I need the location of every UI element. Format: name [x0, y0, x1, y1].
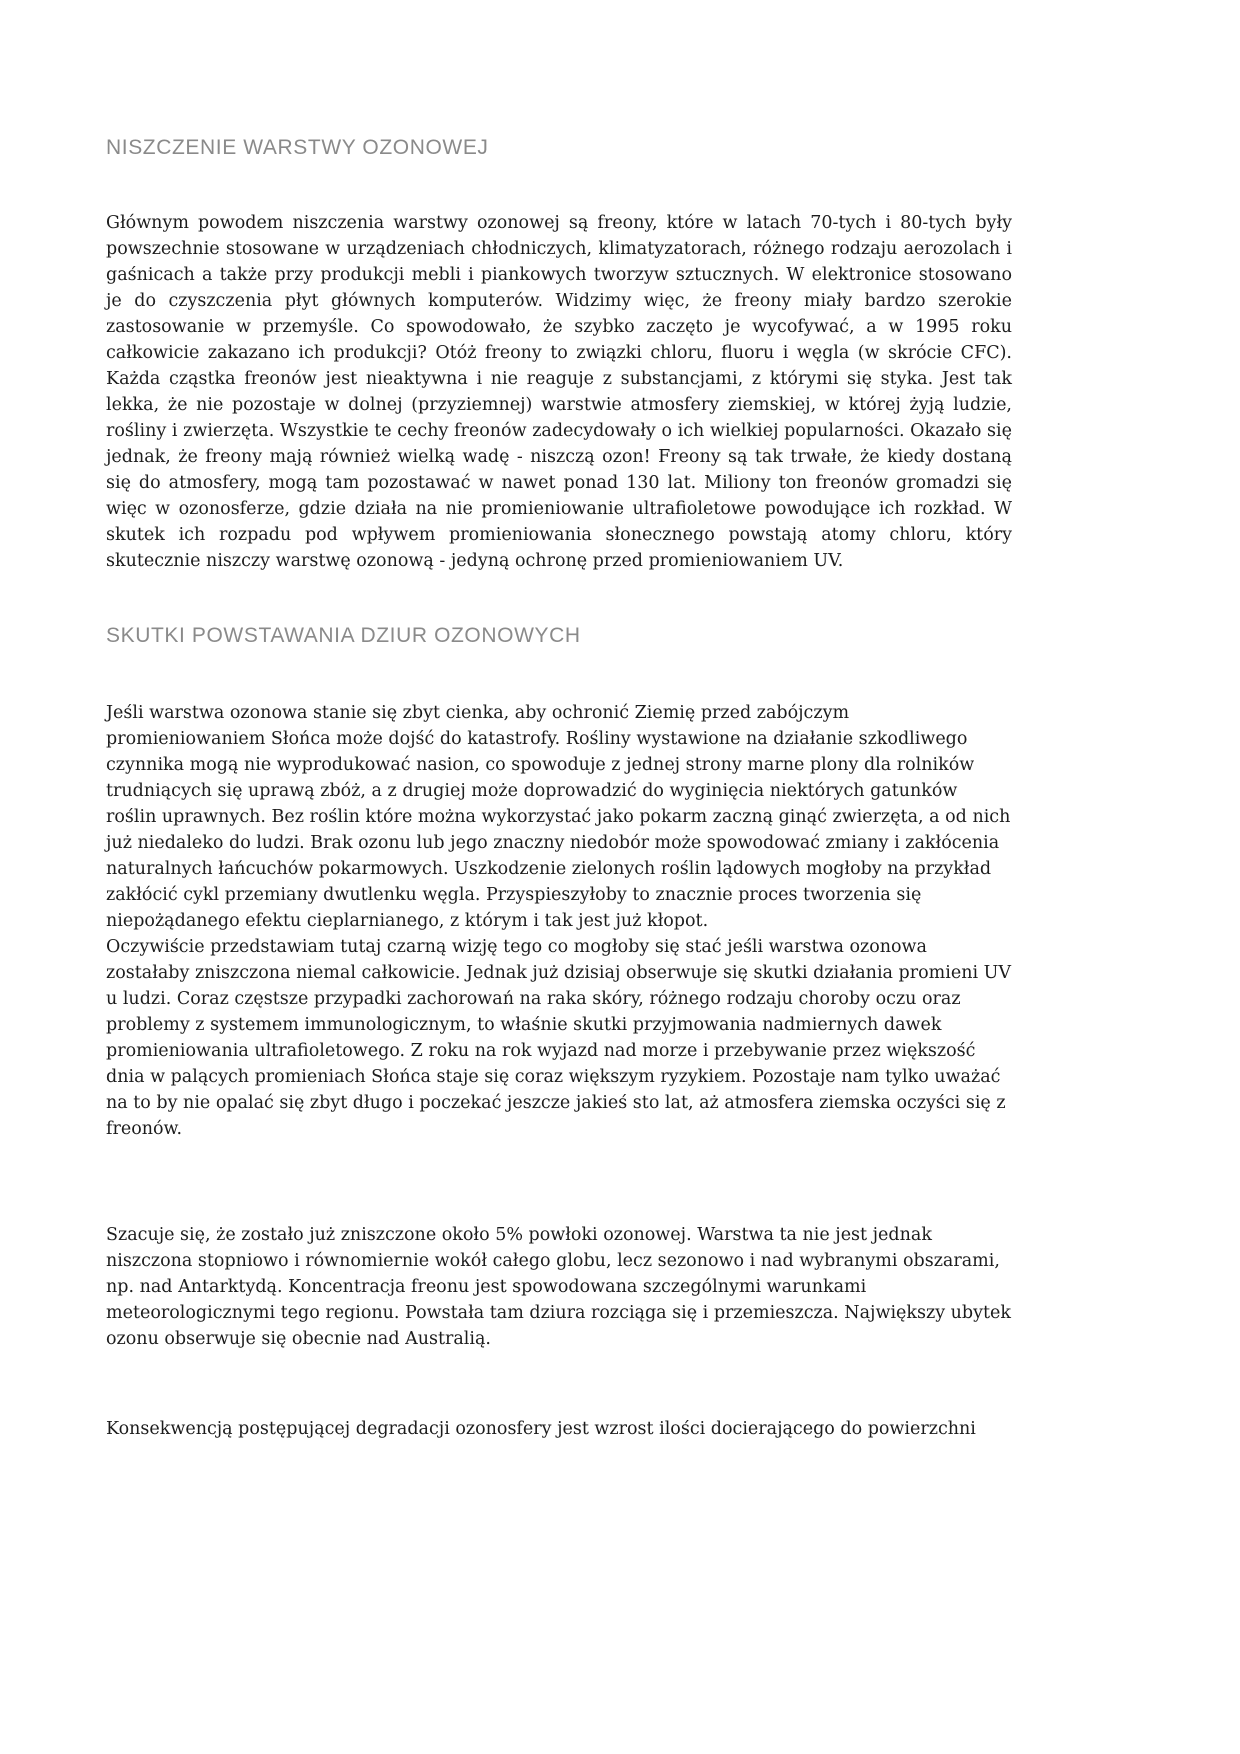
- heading-niszczenie-warstwy-ozonowej: NISZCZENIE WARSTWY OZONOWEJ: [106, 136, 489, 159]
- paragraph-skutki-czesc-1: Jeśli warstwa ozonowa stanie się zbyt cienka, aby ochronić Ziemię przed zabójczym promieniowaniem Słońca może dojść do katastrofy. Rośliny wystawione na działanie szkodliwego czynnika mogą nie wyprodukować nasion, co spowoduje z jednej strony marne plony dla rolników trudniących się uprawą zbóż, a z drugiej może doprowadzić do wyginięcia niektórych gatunków roślin uprawnych. Bez roślin które można wykorzystać jako pokarm zaczną ginąć zwierzęta, a od nich już niedaleko do ludzi. Brak ozonu lub jego znaczny niedobór może spowodować zmiany i zakłócenia naturalnych łańcuchów pokarmowych. Uszkodzenie zielonych roślin lądowych mogłoby na przykład zakłócić cykl przemiany dwutlenku węgla. Przyspieszyłoby to znacznie proces tworzenia się niepożądanego efektu cieplarnianego, z którym i tak jest już kłopot.: [106, 703, 1011, 931]
- heading-skutki-dziur-ozonowych: SKUTKI POWSTAWANIA DZIUR OZONOWYCH: [106, 624, 581, 647]
- paragraph-freony: Głównym powodem niszczenia warstwy ozonowej są freony, które w latach 70-tych i 80-tych były powszechnie stosowane w urządzeniach chłodniczych, klimatyzatorach, różnego rodzaju aerozolach i gaśnicach a także przy produkcji mebli i piankowych tworzyw sztucznych. W elektronice stosowano je do czyszczenia płyt głównych komputerów. Widzimy więc, że freony miały bardzo szerokie zastosowanie w przemyśle. Co spowodowało, że szybko zaczęto je wycofywać, a w 1995 roku całkowicie zakazano ich produkcji? Otóż freony to związki chloru, fluoru i węgla (w skrócie CFC). Każda cząstka freonów jest nieaktywna i nie reaguje z substancjami, z którymi się styka. Jest tak lekka, że nie pozostaje w dolnej (przyziemnej) warstwie atmosfery ziemskiej, w której żyją ludzie, rośliny i zwierzęta. Wszystkie te cechy freonów zadecydowały o ich wielkiej popularności. Okazało się jednak, że freony mają również wielką wadę - niszczą ozon! Freony są tak trwałe, że kiedy dostaną się do atmosfery, mogą tam pozostawać w nawet ponad 130 lat. Miliony ton freonów gromadzi się więc w ozonosferze, gdzie działa na nie promieniowanie ultrafioletowe powodujące ich rozkład. W skutek ich rozpadu pod wpływem promieniowania słonecznego powstają atomy chloru, który skutecznie niszczy warstwę ozonową - jedyną ochronę przed promieniowaniem UV.: [106, 213, 1012, 571]
- paragraph-skutki-czesc-2: Oczywiście przedstawiam tutaj czarną wizję tego co mogłoby się stać jeśli warstwa ozonowa zostałaby zniszczona niemal całkowicie. Jednak już dzisiaj obserwuje się skutki działania promieni UV u ludzi. Coraz częstsze przypadki zachorowań na raka skóry, różnego rodzaju choroby oczu oraz problemy z systemem immunologicznym, to właśnie skutki przyjmowania nadmiernych dawek promieniowania ultrafioletowego. Z roku na rok wyjazd nad morze i przebywanie przez większość dnia w palących promieniach Słońca staje się coraz większym ryzykiem. Pozostaje nam tylko uważać na to by nie opalać się zbyt długo i poczekać jeszcze jakieś sto lat, aż atmosfera ziemska oczyści się z freonów.: [106, 937, 1012, 1139]
- paragraph-szacunki-zniszczenia: Szacuje się, że zostało już zniszczone około 5% powłoki ozonowej. Warstwa ta nie jest jednak niszczona stopniowo i równomiernie wokół całego globu, lecz sezonowo i nad wybranymi obszarami, np. nad Antarktydą. Koncentracja freonu jest spowodowana szczególnymi warunkami meteorologicznymi tego regionu. Powstała tam dziura rozciąga się i przemieszcza. Największy ubytek ozonu obserwuje się obecnie nad Australią.: [106, 1225, 1012, 1349]
- paragraph-konsekwencja: Konsekwencją postępującej degradacji ozonosfery jest wzrost ilości docierającego do powierzchni: [106, 1419, 976, 1439]
